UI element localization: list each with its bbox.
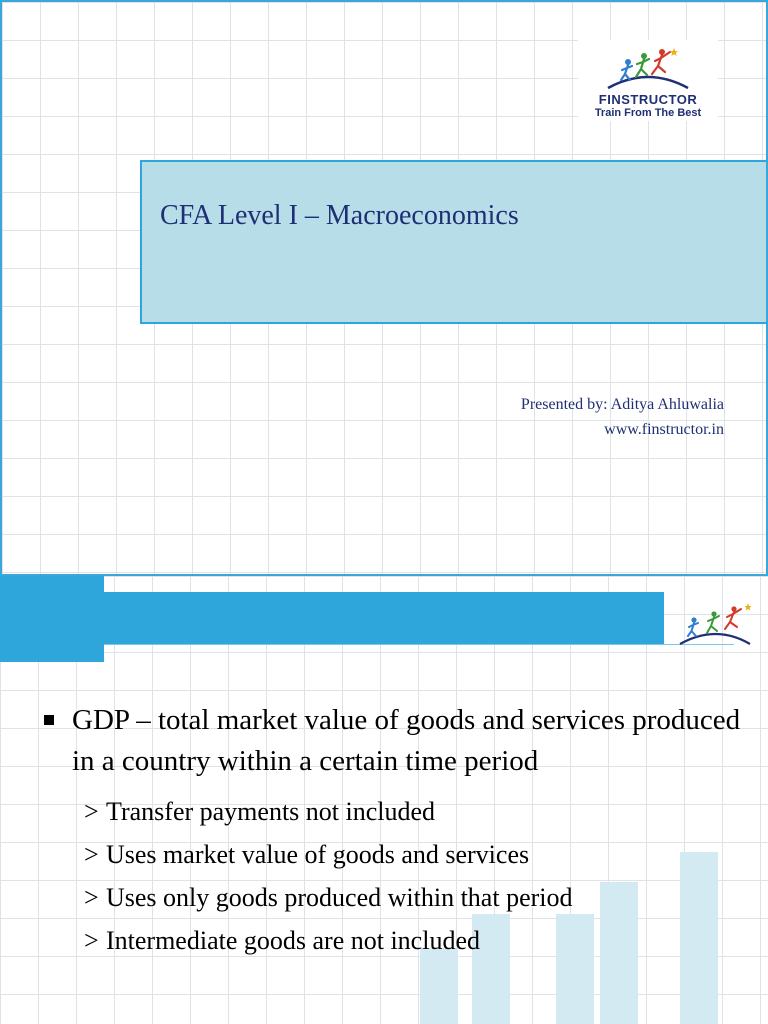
sub-bullet-marker: > bbox=[84, 840, 99, 869]
header-accent-block bbox=[0, 576, 104, 662]
sub-bullet bbox=[84, 833, 744, 876]
sub-bullet-list bbox=[84, 790, 744, 962]
main-bullet bbox=[44, 700, 744, 782]
bullet-square-icon bbox=[44, 715, 54, 725]
slide-content bbox=[44, 700, 744, 962]
header-divider bbox=[104, 644, 734, 645]
gdp-slide bbox=[0, 576, 768, 1024]
sub-bullet-text: Transfer payments not included bbox=[106, 797, 436, 826]
sub-bullet-marker: > bbox=[84, 926, 99, 955]
logo-name: FINSTRUCTOR bbox=[598, 92, 698, 107]
finstructor-logo-small bbox=[676, 600, 762, 653]
presenter-info bbox=[521, 392, 724, 442]
sub-bullet bbox=[84, 790, 744, 833]
sub-bullet-marker: > bbox=[84, 883, 99, 912]
sub-bullet-text: Uses only goods produced within that period bbox=[106, 883, 573, 912]
runners-icon bbox=[578, 44, 718, 92]
runners-icon bbox=[676, 600, 762, 648]
slide-title: CFA Level I – Macroeconomics bbox=[160, 200, 519, 231]
website-link: www.finstructor.in bbox=[604, 421, 724, 438]
sub-bullet-marker: > bbox=[84, 797, 99, 826]
logo-tagline: Train From The Best bbox=[594, 107, 702, 119]
sub-bullet-text: Uses market value of goods and services bbox=[106, 840, 530, 869]
sub-bullet bbox=[84, 919, 744, 962]
finstructor-logo bbox=[578, 40, 718, 121]
presenter-line: Presented by: Aditya Ahluwalia bbox=[520, 396, 724, 413]
header-bar bbox=[104, 592, 664, 644]
title-box bbox=[140, 160, 768, 324]
main-bullet-text: GDP – total market value of goods and services produced in a country within a certain time period bbox=[72, 704, 741, 777]
sub-bullet-text: Intermediate goods are not included bbox=[106, 926, 480, 955]
sub-bullet bbox=[84, 876, 744, 919]
